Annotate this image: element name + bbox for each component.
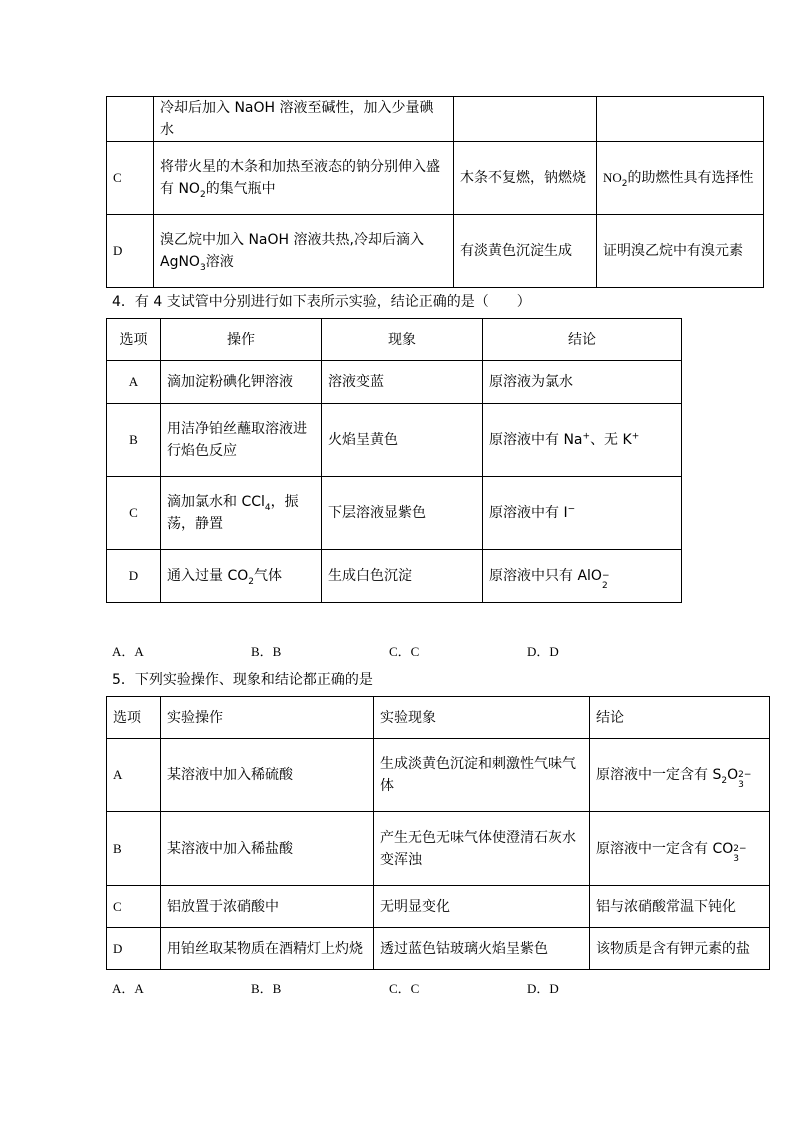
phenomenon-cell: [454, 97, 597, 142]
table-row: [107, 812, 770, 886]
option-cell: D: [107, 928, 161, 970]
subscript: 2: [721, 775, 728, 786]
conclusion-text: 的助燃性具有选择性: [627, 170, 754, 186]
header-conclusion: 结论: [483, 319, 682, 361]
conclusion-cell: [590, 739, 770, 812]
operation-text: 溶液: [205, 254, 234, 270]
option-cell: B: [107, 812, 161, 886]
answer-option-a[interactable]: A．A: [112, 644, 144, 659]
header-operation: 操作: [161, 319, 322, 361]
operation-text: 滴加氯水和 CCl: [167, 494, 265, 510]
option-cell: D: [107, 550, 161, 603]
subscript: 2: [199, 189, 206, 200]
phenomenon-cell: 溶液变蓝: [322, 361, 483, 404]
operation-cell: 用铂丝取某物质在酒精灯上灼烧: [161, 928, 374, 970]
phenomenon-cell: 有淡黄色沉淀生成: [454, 215, 597, 288]
operation-text: 气体: [253, 568, 282, 584]
conclusion-cell: [483, 550, 682, 603]
operation-cell: 滴加淀粉碘化钾溶液: [161, 361, 322, 404]
phenomenon-cell: 无明显变化: [374, 886, 590, 928]
answer-option-b[interactable]: B．B: [251, 981, 282, 996]
conclusion-cell: [590, 812, 770, 886]
operation-cell: 铝放置于浓硝酸中: [161, 886, 374, 928]
question-5-answers: [0, 978, 794, 998]
phenomenon-cell: 木条不复燃，钠燃烧: [454, 142, 597, 215]
subscript: 2: [248, 576, 254, 587]
table-row: [107, 142, 764, 215]
table-row: [107, 404, 682, 477]
operation-cell: 某溶液中加入稀硫酸: [161, 739, 374, 812]
table-header-row: [107, 697, 770, 739]
operation-cell: [161, 477, 322, 550]
header-conclusion: 结论: [590, 697, 770, 739]
conclusion-cell: 铝与浓硝酸常温下钝化: [590, 886, 770, 928]
phenomenon-cell: 透过蓝色钴玻璃火焰呈紫色: [374, 928, 590, 970]
conclusion-cell: 原溶液为氯水: [483, 361, 682, 404]
header-phenomenon: 现象: [322, 319, 483, 361]
answer-option-a[interactable]: A．A: [112, 981, 144, 996]
question-4-title: 4．有 4 支试管中分别进行如下表所示实验，结论正确的是（ ）: [112, 294, 531, 310]
ion-charge: − 2: [601, 571, 610, 591]
header-operation: 实验操作: [161, 697, 374, 739]
answer-option-d[interactable]: D．D: [527, 981, 559, 996]
table-row: [107, 215, 764, 288]
table-row: [107, 739, 770, 812]
phenomenon-cell: 下层溶液显紫色: [322, 477, 483, 550]
table-row: [107, 97, 764, 142]
operation-text: 的集气瓶中: [205, 181, 276, 197]
operation-cell: [154, 142, 454, 215]
superscript: −: [567, 504, 576, 515]
conclusion-text: 、无 K: [590, 432, 632, 448]
table-row: [107, 928, 770, 970]
question-5-table: [106, 696, 770, 970]
conclusion-cell: [597, 142, 764, 215]
conclusion-text: 原溶液中只有 AlO: [489, 568, 602, 584]
question-4-answers: [0, 641, 794, 661]
operation-text: 溴乙烷中加入 NaOH 溶液共热,冷却后滴入 AgNO: [160, 232, 424, 270]
option-cell: D: [107, 215, 154, 288]
option-cell: B: [107, 404, 161, 477]
header-phenomenon: 实验现象: [374, 697, 590, 739]
table-prev: [106, 96, 764, 288]
subscript: 4: [264, 502, 271, 513]
superscript: +: [582, 431, 591, 442]
answer-option-c[interactable]: C．C: [389, 644, 420, 659]
option-cell: C: [107, 886, 161, 928]
operation-cell: 用洁净铂丝蘸取溶液进行焰色反应: [161, 404, 322, 477]
operation-text: 通入过量 CO: [167, 568, 249, 584]
table-header-row: [107, 319, 682, 361]
option-cell: [107, 97, 154, 142]
conclusion-text: 原溶液中有 I: [489, 505, 568, 521]
conclusion-cell: 证明溴乙烷中有溴元素: [597, 215, 764, 288]
conclusion-text: 原溶液中一定含有 CO: [596, 840, 734, 857]
option-cell: C: [107, 142, 154, 215]
operation-text: 将带火星的木条和加热至液态的钠分别伸入盛有 NO: [160, 159, 440, 197]
answer-option-d[interactable]: D．D: [527, 644, 559, 659]
option-cell: A: [107, 739, 161, 812]
subscript: 3: [199, 262, 206, 273]
answer-option-b[interactable]: B．B: [251, 644, 282, 659]
table-row: [107, 886, 770, 928]
phenomenon-cell: 生成白色沉淀: [322, 550, 483, 603]
phenomenon-cell: 生成淡黄色沉淀和刺激性气味气体: [374, 739, 590, 812]
question-5-title: 5．下列实验操作、现象和结论都正确的是: [112, 672, 373, 688]
table-row: [107, 550, 682, 603]
header-option: 选项: [107, 697, 161, 739]
conclusion-text: 原溶液中有 Na: [489, 432, 583, 448]
conclusion-cell: [483, 404, 682, 477]
subscript: 2: [621, 178, 628, 189]
header-option: 选项: [107, 319, 161, 361]
operation-cell: 冷却后加入 NaOH 溶液至碱性，加入少量碘水: [154, 97, 454, 142]
answer-option-c[interactable]: C．C: [389, 981, 420, 996]
table-row: [107, 477, 682, 550]
conclusion-cell: [483, 477, 682, 550]
operation-text: ，振荡，静置: [167, 494, 299, 532]
option-cell: A: [107, 361, 161, 404]
operation-cell: [154, 215, 454, 288]
operation-cell: 某溶液中加入稀盐酸: [161, 812, 374, 886]
phenomenon-cell: 产生无色无味气体使澄清石灰水变浑浊: [374, 812, 590, 886]
phenomenon-cell: 火焰呈黄色: [322, 404, 483, 477]
ion-charge: 2− 3: [738, 770, 752, 790]
conclusion-cell: [597, 97, 764, 142]
formula: O: [727, 767, 739, 783]
operation-cell: [161, 550, 322, 603]
conclusion-cell: 该物质是含有钾元素的盐: [590, 928, 770, 970]
ion-charge: 2− 3: [733, 843, 747, 864]
table-row: [107, 361, 682, 404]
superscript: +: [631, 431, 640, 442]
question-4-table: [106, 318, 682, 603]
conclusion-text: 原溶液中一定含有 S: [596, 767, 722, 783]
option-cell: C: [107, 477, 161, 550]
formula: NO: [603, 170, 622, 185]
